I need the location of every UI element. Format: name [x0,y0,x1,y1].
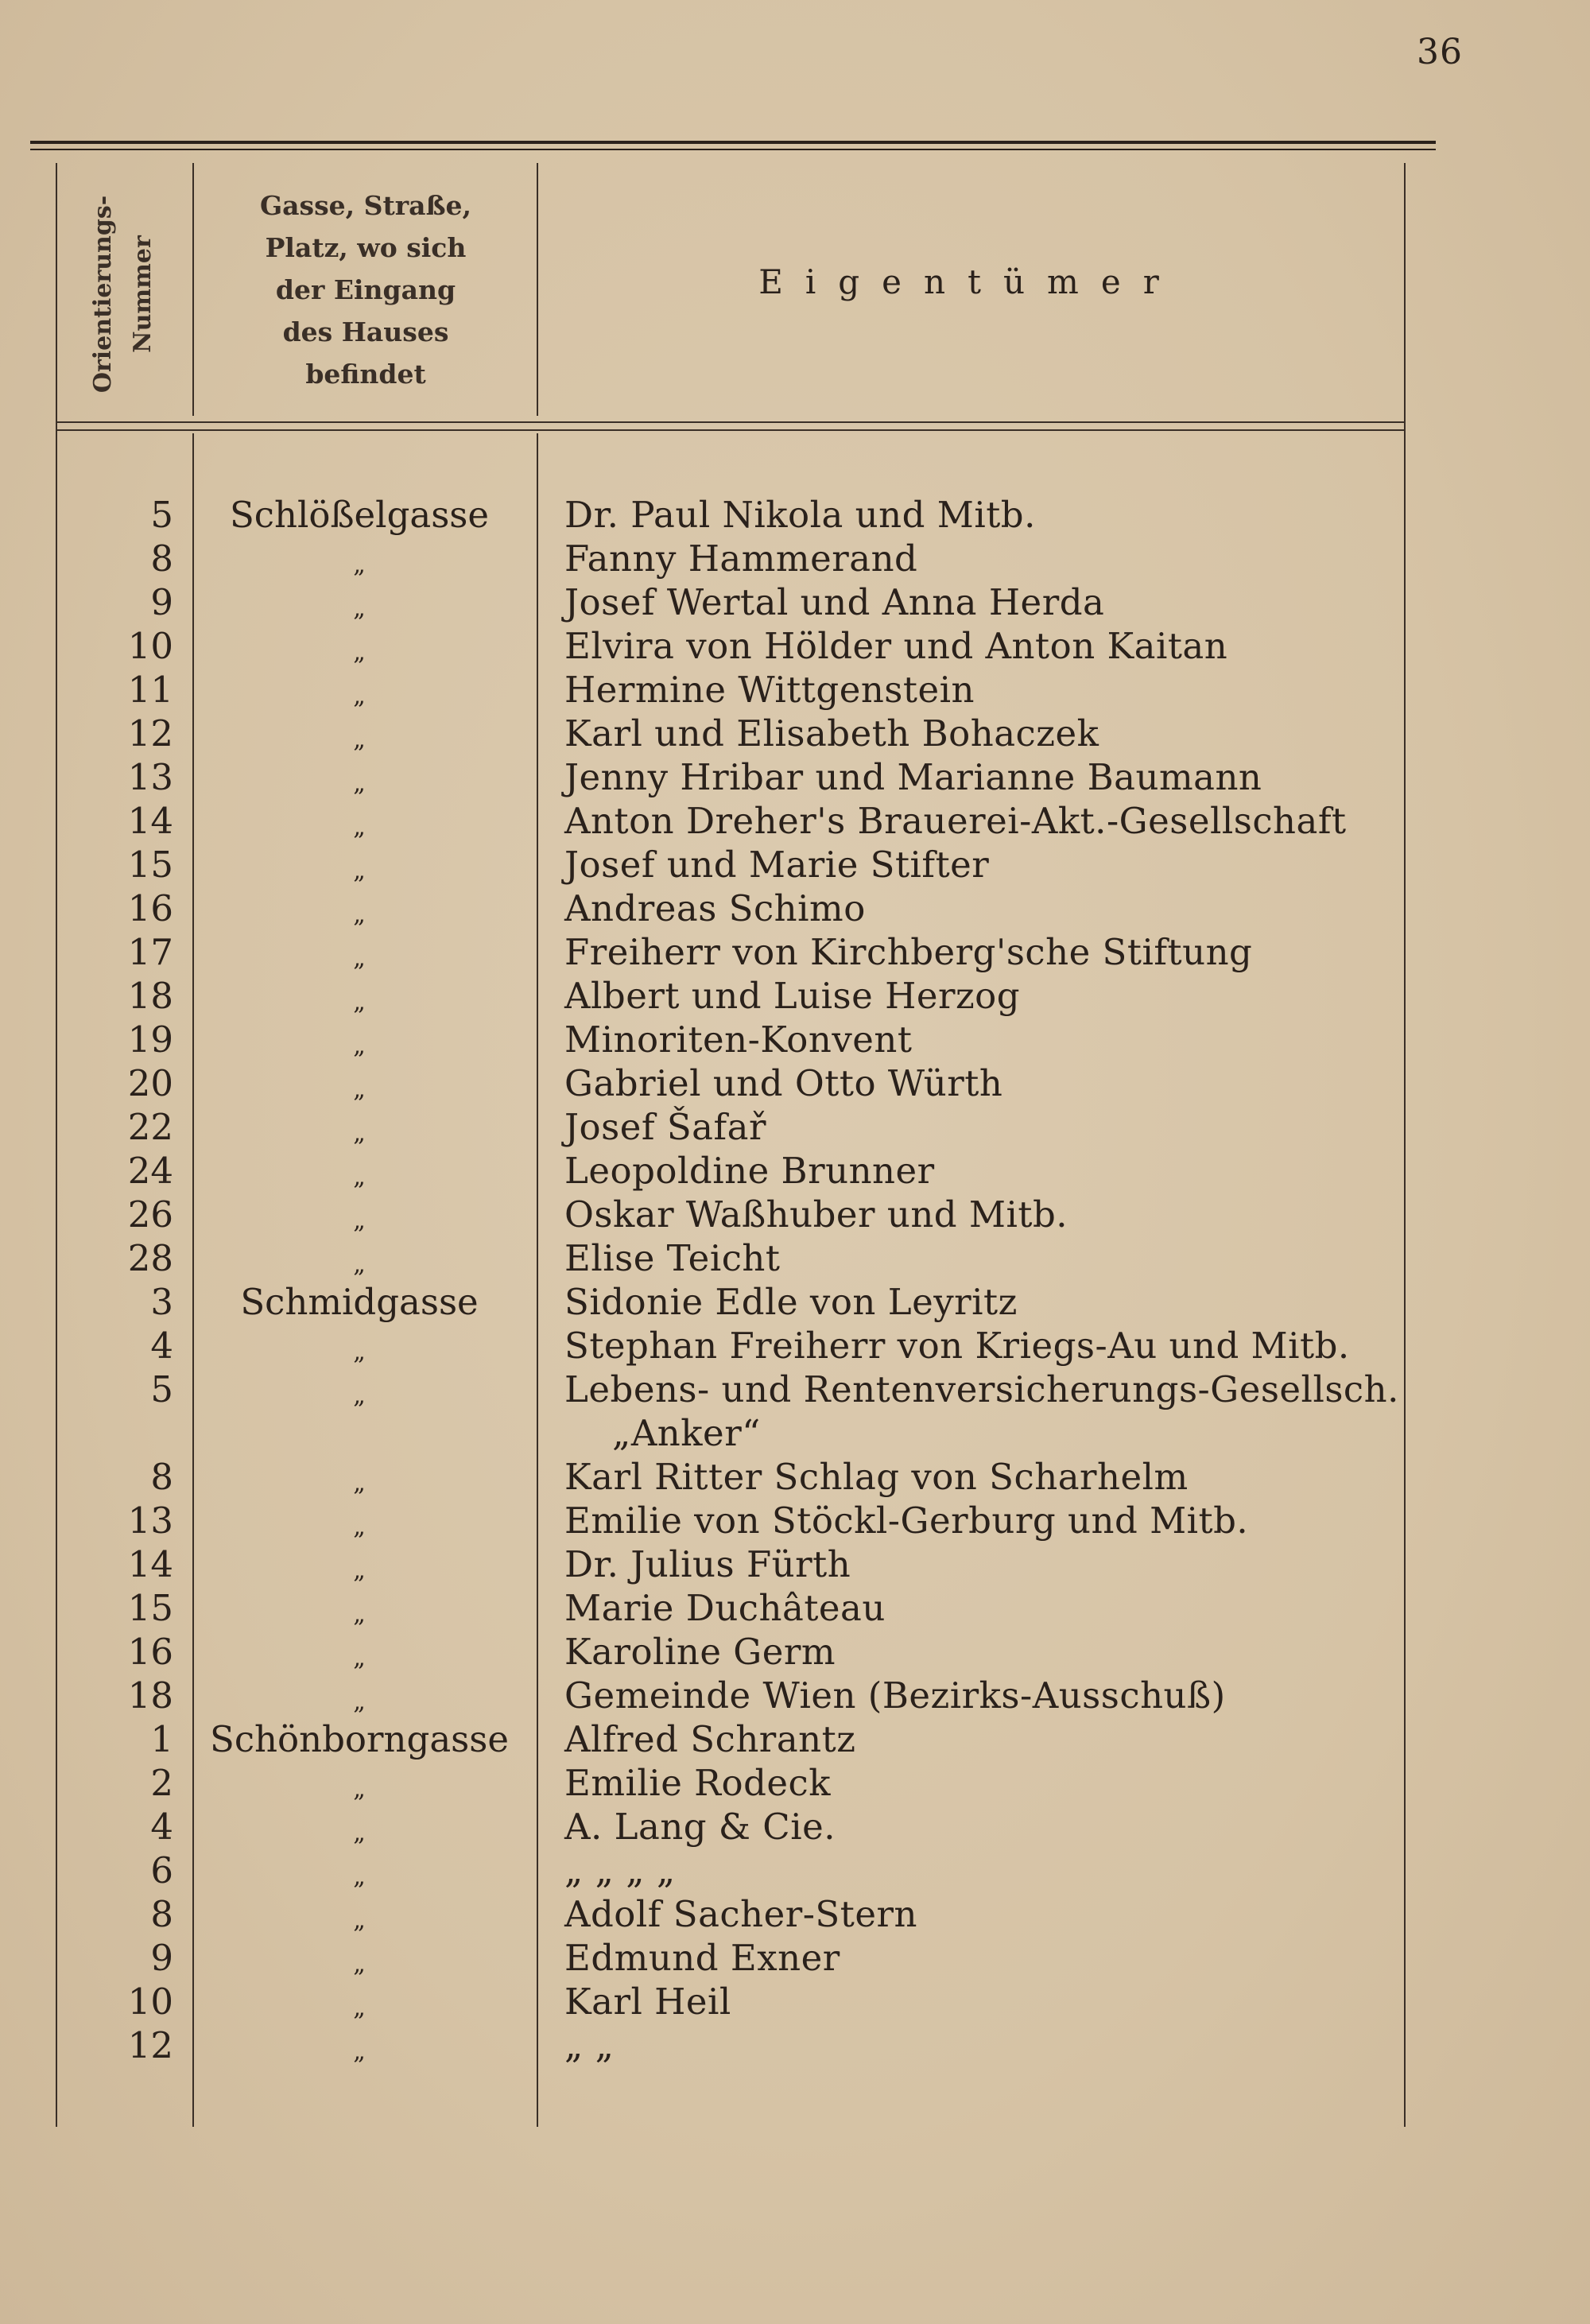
owner-name [564,1455,1471,1499]
street-name: „ [353,1775,366,1803]
house-number: 12 [127,712,173,755]
owner-name [564,887,1471,930]
house-number: 2 [150,1762,173,1804]
owner-name [564,493,1471,537]
owner-line: A. Lang & Cie. [564,1806,836,1848]
table-row [56,1980,1407,2023]
owner-line: Josef und Marie Stifter [564,844,990,886]
owner-line: Adolf Sacher-Stern [564,1893,917,1935]
table-row [56,1674,1407,1717]
house-number: 15 [127,844,173,886]
street-name: „ [353,2038,366,2066]
top-rule [30,141,1436,144]
owner-name [564,1849,1471,1892]
owner-name [564,974,1471,1018]
table-row [56,930,1407,974]
street-name: „ [353,988,366,1016]
owner-name [564,1149,1471,1193]
table-row [56,1630,1407,1674]
owner-name [564,1630,1471,1674]
street-name: „ [353,1032,366,1060]
street-name: „ [353,1076,366,1104]
owner-name [564,1061,1471,1105]
street-name: „ [353,1863,366,1891]
house-number: 26 [127,1193,173,1236]
table-row [56,580,1407,624]
street-name: „ [353,1469,366,1497]
house-number: 8 [150,537,173,580]
table-row [56,624,1407,668]
header-rule-2 [56,429,1406,431]
house-number: 8 [150,1456,173,1498]
page-number: 36 [1417,32,1463,72]
owner-line: Lebens- und Rentenversicherungs-Gesellsch. [564,1368,1399,1410]
table-row [56,1018,1407,1061]
table-row [56,493,1407,537]
house-number: 22 [127,1106,173,1148]
street-name: „ [353,770,366,797]
owner-name [564,580,1471,624]
house-number: 15 [127,1587,173,1629]
owner-line: Oskar Waßhuber und Mitb. [564,1193,1068,1236]
street-name: „ [353,1819,366,1847]
header-street-line: Platz, wo sich [265,232,467,263]
owner-name [564,2023,1471,2067]
owner-name [564,712,1471,755]
table-row [56,1717,1407,1761]
house-number: 12 [127,2024,173,2066]
table-row [56,1586,1407,1630]
table-row [56,712,1407,755]
owner-name [564,1236,1471,1280]
table-row [56,2023,1407,2067]
table-row [56,1280,1407,1324]
owner-line: Leopoldine Brunner [564,1150,935,1192]
owner-line: Emilie von Stöckl-Gerburg und Mitb. [564,1500,1249,1542]
header-street-line: der Eingang [275,274,456,305]
house-number: 17 [127,931,173,973]
street-name: „ [353,1950,366,1978]
house-number: 20 [127,1062,173,1104]
owner-name [564,1980,1471,2023]
owner-line: Marie Duchâteau [564,1587,886,1629]
table-row [56,1193,1407,1236]
owner-name [564,1368,1471,1455]
table-row [56,1368,1407,1455]
house-number: 5 [150,1368,173,1410]
house-number: 6 [150,1849,173,1891]
owner-line: Karl Heil [564,1981,731,2023]
street-name: „ [353,1119,366,1147]
owner-line: Dr. Julius Fürth [564,1543,851,1585]
street-name: Schmidgasse [240,1281,479,1323]
street-name: Schönborngasse [210,1718,509,1760]
table-row [56,537,1407,580]
owner-line: Andreas Schimo [564,887,866,929]
owner-line: Albert und Luise Herzog [564,975,1021,1017]
owner-name [564,1761,1471,1805]
header-number-line-2: Nummer [129,235,157,353]
owner-line: Stephan Freiherr von Kriegs-Au und Mitb. [564,1325,1350,1367]
header-rule [56,421,1406,423]
table-row [56,1849,1407,1892]
table-row [56,1236,1407,1280]
owner-line: Freiherr von Kirchberg'sche Stiftung [564,931,1253,973]
house-number: 10 [127,1981,173,2023]
table-row [56,974,1407,1018]
owner-name [564,1892,1471,1936]
owner-name [564,1499,1471,1542]
house-number: 28 [127,1237,173,1279]
owner-name [564,1324,1471,1368]
street-name: „ [353,595,366,623]
column-divider-2 [537,163,538,416]
house-number: 13 [127,756,173,798]
table-row [56,799,1407,843]
house-number: 13 [127,1500,173,1542]
table-row [56,1936,1407,1980]
table-row [56,1455,1407,1499]
owner-name [564,1717,1471,1761]
owner-line: Elise Teicht [564,1237,781,1279]
street-name: „ [353,813,366,841]
owner-name [564,537,1471,580]
table-row [56,887,1407,930]
owner-line: „ „ [564,2024,615,2066]
owner-name [564,1542,1471,1586]
owner-line: Josef Šafař [564,1106,766,1148]
street-name: „ [353,551,366,579]
owner-line: Karl Ritter Schlag von Scharhelm [564,1456,1189,1498]
house-number: 4 [150,1806,173,1848]
street-name: „ [353,1382,366,1410]
header-number [56,175,191,413]
header-number-line-1: Orientierungs- [89,195,117,394]
house-number: 1 [150,1718,173,1760]
table-row [56,1805,1407,1849]
owner-name [564,1586,1471,1630]
house-number: 14 [127,1543,173,1585]
owner-line: Sidonie Edle von Leyritz [564,1281,1018,1323]
house-number: 10 [127,625,173,667]
header-street-line: des Hauses [282,316,449,347]
owner-line: Josef Wertal und Anna Herda [564,581,1105,623]
owner-name [564,799,1471,843]
owner-name [564,1018,1471,1061]
house-number: 24 [127,1150,173,1192]
owner-line: Karoline Germ [564,1631,836,1673]
table-row [56,843,1407,887]
owner-name [564,843,1471,887]
owner-name [564,624,1471,668]
house-number: 18 [127,975,173,1017]
owner-line: „ „ „ „ [564,1849,676,1891]
owner-line-2: „Anker“ [612,1412,761,1454]
owner-name [564,1805,1471,1849]
street-name: „ [353,1688,366,1716]
owner-line: Emilie Rodeck [564,1762,832,1804]
owner-line: Anton Dreher's Brauerei-Akt.-Gesellschaft [564,800,1347,842]
header-owner: Eigentümer [758,262,1181,301]
house-number: 14 [127,800,173,842]
owner-name [564,1936,1471,1980]
table-row [56,755,1407,799]
header-street-line: Gasse, Straße, [259,190,472,221]
header-street-line: befindet [305,359,426,390]
street-name: „ [353,726,366,754]
top-rule-thin [30,149,1436,150]
street-name: Schlößelgasse [229,494,490,536]
owner-name [564,1674,1471,1717]
owner-line: Gemeinde Wien (Bezirks-Ausschuß) [564,1674,1226,1717]
table-row [56,1105,1407,1149]
owner-name [564,930,1471,974]
street-name: „ [353,1513,366,1541]
street-name: „ [353,1557,366,1585]
house-number: 5 [150,494,173,536]
column-divider-1 [192,163,194,416]
owner-name [564,1193,1471,1236]
house-number: 4 [150,1325,173,1367]
owner-line: Dr. Paul Nikola und Mitb. [564,494,1036,536]
owner-name [564,1105,1471,1149]
table-row [56,1061,1407,1105]
street-name: „ [353,1251,366,1278]
header-street [199,184,533,395]
street-name: „ [353,682,366,710]
house-number: 9 [150,1937,173,1979]
table-row [56,668,1407,712]
table-row [56,1761,1407,1805]
owner-line: Edmund Exner [564,1937,840,1979]
house-number: 3 [150,1281,173,1323]
table-row [56,1542,1407,1586]
owner-line: Alfred Schrantz [564,1718,856,1760]
street-name: „ [353,1338,366,1366]
owner-line: Gabriel und Otto Würth [564,1062,1003,1104]
owner-name [564,668,1471,712]
house-number: 8 [150,1893,173,1935]
owner-line: Elvira von Hölder und Anton Kaitan [564,625,1228,667]
table-row [56,1324,1407,1368]
house-number: 9 [150,581,173,623]
house-number: 11 [127,669,173,711]
house-number: 16 [127,1631,173,1673]
owner-name [564,1280,1471,1324]
street-name: „ [353,901,366,929]
street-name: „ [353,1600,366,1628]
owner-line: Minoriten-Konvent [564,1018,913,1061]
owner-line: Hermine Wittgenstein [564,669,975,711]
house-number: 18 [127,1674,173,1717]
street-name: „ [353,1994,366,2022]
table-row [56,1499,1407,1542]
street-name: „ [353,945,366,972]
street-name: „ [353,638,366,666]
table-row [56,1149,1407,1193]
street-name: „ [353,1644,366,1672]
street-name: „ [353,1207,366,1235]
house-number: 19 [127,1018,173,1061]
street-name: „ [353,857,366,885]
house-number: 16 [127,887,173,929]
owner-line: Fanny Hammerand [564,537,918,580]
table-row [56,1892,1407,1936]
owner-line: Karl und Elisabeth Bohaczek [564,712,1099,755]
street-name: „ [353,1907,366,1934]
owner-name [564,755,1471,799]
owner-line: Jenny Hribar und Marianne Baumann [564,756,1262,798]
table-body [56,493,1407,2067]
street-name: „ [353,1163,366,1191]
